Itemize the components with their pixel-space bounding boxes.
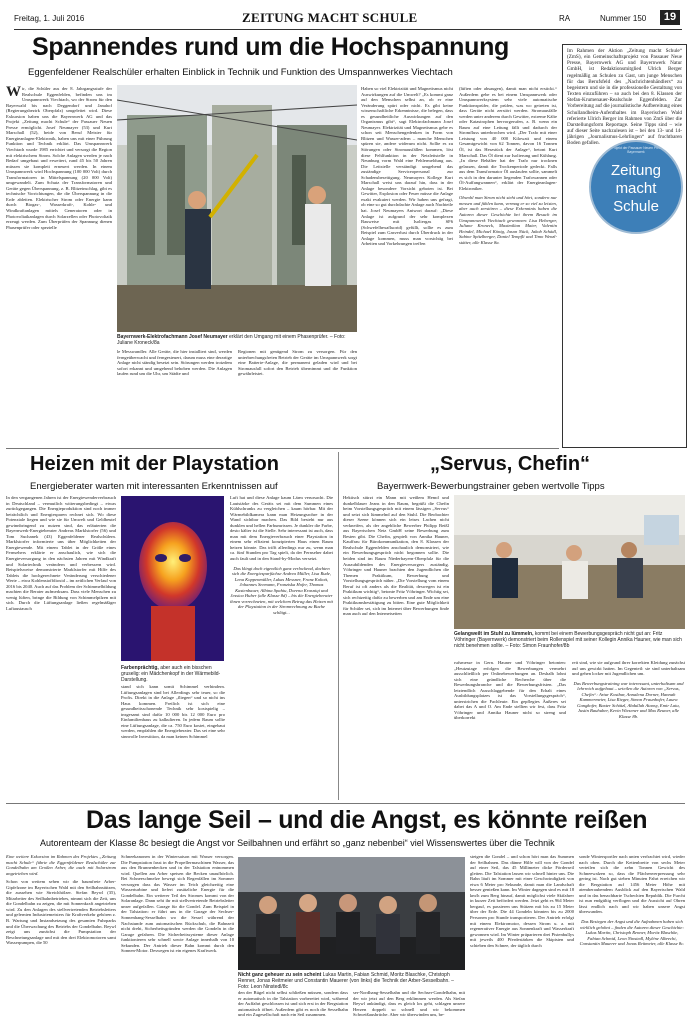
article4-col3: steigen die Gondel – und schon hört man das Summen der Seilbahnen. Das dünne Hilfe will von der Gondel auf einer Seil, das 45 Millimeter dicke Förderseil gleiten. Die Talstation lassen wir schnell hinter uns. Die Bahn läuft im Sommer mit einer Geschwindigkeit von etwa 6 Meter pro Sekunde, damit man die Landschaft besser genießen kann. Im Winter dagegen sind es mit 18 km/h zum Berg hinauf, damit möglichst viele Skifahrer in kurzer Zeit befördert werden. Jetzt geht es 964 Meter bergauf, es passieren uns Stützen mit bis zu 15 Meter über der Erde. Die 44 Gondeln könnten bis zu 2000 Personen pro Stunde transportieren. Der Antrieb erfolgt mit einem Elektromotor, dessen Strom u. a. mit regenerativer Energie aus Sonnenkraft und Wasserkraft gewonnen wird. Im Winter präparieren drei Pistenbullys mit jeweils 400 Pferdestärken die Skipisten und schieben den Schnee, der täglich durch <box>470 854 574 948</box>
zms-logo <box>589 140 683 234</box>
divider-1 <box>6 448 559 449</box>
article1-subtitle: Eggenfeldener Realschüler erhalten Einblick in Technik und Funktion des Umspannwerkes Viechtach <box>28 67 453 78</box>
article1-title: Spannendes rund um die Hochspannung <box>32 33 510 61</box>
substation-photo-illustration <box>117 85 357 332</box>
zms-logo-line1: Zeitung <box>610 162 662 179</box>
article1-dropcap: W <box>6 86 21 100</box>
article4-photo <box>238 857 465 970</box>
article2-col3: Luft hat und diese Anlage kaum Lärm verursacht. Die Lautstärke des Geräts sei mit dem Summen eines Kühlschranks zu vergleichen – kaum hörbar. Mit der Wärmebildkamera kann man Heizungsrohre in der Wand sichtbar machen. Das Bild besteht nur aus dunklen und hellen Farbumrissen. Je dunkler die Farbe, desto kälter ist die Stelle. Sehr interessant ist auch, dass man mit dem Energieverbrauch einer Playstation in einem sehr effizient konzipierten Haus einen Raum heizen könnte. Das trifft allerdings nur zu, wenn man ca. fünf Stunden pro Tag spielt, da der Fernseher dabei auch fault und in den Stand-by-Modus versetzt. Das klingt doch eigentlich ganz verlockend, dachten sich die Energiesparfüchse Andrea Müller, Lisa Rude, Lena Koppenmüller, Lukas Messner, Franz Kokott, Johannes Seemann, Franziska Hofer, Thomas Kastenbauer, Albina Spahiu, Dorena Krasniqi und Jessica Huber (alle Klasse 8d) – bis die Energieberater ihnen vorrechneten, mit welchem Betrag das Heizen mit der Playstation in der Stromrechnung zu Buche schlägt... <box>230 495 333 615</box>
article1-col-mid1: le Messwandler. Alle Geräte, die hier installiert sind, werden ferngeüberwacht und ferngesteuert, darum muss eine derartige Anlage nicht ständig besetzt sein. Störungen werden trotzdem sofort erkannt und umgehend behoben werden. Die Anlagen laufen rund um die Uhr, um Städte und <box>117 349 232 377</box>
page-number: 19 <box>660 10 680 25</box>
article1-photo-caption: Bayernwerk-Elektrofachmann Josef Neumayer erklärt den Umgang mit einem Phasenprüfer. – Foto: Juliane Kroneck/8a <box>117 334 346 346</box>
article2-col1: In den vergangenen Jahren ist der Energiewenderverbrauch in Deutschland – vermutlich witterungsbedingt – etwas zurückgegangen. Die Energieproduktion sind noch immer beträchtlich und Energiesparen rechnet sich. Wo diese Potenziale liegen und wie sie für Umwelt und Geldbeutel gewinnbringend zu nutzen sind, das erläuterten die Bayernwerk-Energieberater Andreas Marklstorfer (56) und Tom Suchanek (43) Eggenfeldener Realschülern. Marklstorfer informierte uns über Möglichkeiten der Energiewende. Mit einem Tablet in der Größe eines Fernsehers erklärte er anschaulich, wie sich die Energieversorgung in den nächsten Jahren mit Windkraft und Solartechnik verändern und verbessern wird. Beispielsweise demonstrierte Marklstorfer mit Hilfe des Tablets die hochgerechnete Veränderung verschiedener Werte – etwa Kohlenstoffdioxid – im zeitlichen Verlauf von 2016 bis 2040. Auch auf das Problem der Schimmelbildung machten die Berater aufmerksam. Dass viele Menschen zu wenig lüften, bringe die Bildung von Schimmelpilzen mit sich. Durch die Lüftungsanlage ließen regelmäßiger Luftaustausch <box>6 495 116 611</box>
zms-logo-line3: Schule <box>613 198 659 215</box>
sidebar-text: Im Rahmen der Aktion „Zeitung macht Schule“ (ZmS), ein Gemeinschaftsprojekt von Passauer Neue Presse, Bayernwerk AG und Bayernwerk Natur GmbH, ist Redaktionsmitglied Ulrich Berger regelmäßig an Schulen zu Gast, um junge Menschen für das Berufsfeld des „Nachrichtenhändlers“ zu begeistern und sie in die professionelle Gestaltung von Texten einzuführen – so auch bei den 8. Klassen der Stefan-Krumenauer-Realschule Eggenfelden. Zur Vorbereitung auf die journalistische Aufbereitung eines Schullandheim-Aufenthaltes im Bayerischen Wald referierte Ulrich Berger im Rahmen von ZmS über die Darstellungsform Reportage. Seine Tipps sind – wie auf dieser Seite nachzulesen ist – bei den 13- und 14-jährigen „Journalismus-Lehrlingen“ auf fruchtbaren Boden gefallen. <box>567 48 682 147</box>
article4-col4: sonde Wintersportler nach unten verfrachtet wird, wieder nach oben. Durch die Kettenbreite von sechs Meter verteilen sich die zehn Tonnen Gewicht des Schneewalzen so, dass die Flächenverpressung sehr gering ist. Nach gut sieben Minuten Fahrt erreichen wir die Bergstation auf 1456 Meter Höhe mit atemberaubendem Ausblick auf den Bayerischen Wald und in das benachbarte Tschechien Republik. Die Furcht ist nun endgültig verflogen und die Aussicht auf Ohren lässt endlich nach und wir haben unsere Angst überwunden. Das Besiegen der Angst und die Aufnahmen haben sich wirklich gelohnt – finden die Autoren dieser Geschichte: Lukas Martin, Christoph Renner, Moritz Blaschke, Fabian Schmid, Leon Ninstedl, Myléne Albrecht, Constantin Mauerer und Jonas Reitmeier, alle Klasse 8c. <box>579 854 685 947</box>
divider-2 <box>338 452 339 800</box>
article4-authors: Das Besiegen der Angst und die Aufnahmen haben sich wirklich gelohnt – finden die Autoren dieser Geschichte: Lukas Martin, Christoph Renner, Moritz Blaschke, Fabian Schmid, Leon Ninstedl, Myléne Albrecht, Constantin Mauerer und Jonas Reitmeier, alle Klasse 8c. <box>579 919 685 947</box>
header-rule <box>14 29 682 30</box>
article3-title: „Servus, Chefin“ <box>430 453 591 475</box>
article2-title: Heizen mit der Playstation <box>30 453 279 475</box>
header-date: Freitag, 1. Juli 2016 <box>14 14 85 23</box>
article4-col1: Eine weitere Exkursion im Rahmen des Projektes „Zeitung macht Schule“ führte die Eggenfeldener Realschüler zur Gondelbahn am Großen Arber, die auch mit Solarstrom angetrieben wird. Schon von weitem sehen wir die baumfreie Arber-Gipfelzone im Bayerischen Wald mit den Seilbahnstützen, die aussehen wie Streichhölzer. Stefan Beywl (35), Mitarbeiter des Seilbahnbetriebes, nimmt sich die Zeit, uns die Gondelbahn zu zeigen, die mit Sonnenkraft angetrieben wird. Zu den Anlagen des stellvertretenden Betriebsleiters und gelernten Industriemeisters für Kraftverkehr gehören z. B. Wartung und Instandsetzung des gesamten Fuhrparks und die Überwachung des Betriebs der Gondelbahn. Beywl zeigt uns zunächst die Pumpstation der Beschneiungsanlage und mit den drei Elektromotoren samt Wasserpumpen, die 50 <box>6 854 116 946</box>
article1-col3: (lüften oder absaugen), damit man nicht erstickt.“ Außerdem gebe es bei einem Umspannwerk oder Umspannwerksystem sehr viele automatische Funktionsprüfer, die prüfen, was wo getreten ist, dass Geräte nicht zerstört werden. Stromausfälle werden unter anderem durch Gewitter, extreme Kälte oder Katastrophen hervorgerufen, z. B. wenn ein Baum auf eine Leitung fällt und dadurch der Stromfluss unterbrochen wird. „Der Trafo mit einer Leistung von 40 000 Kilowatt und einem Gesamtgewicht von 62 Tonnen, davon 16 Tonnen Öl, ist das Herzstück der Anlage“, betont Kurt Marschall. Das Öl dient zur Isolierung und Kühlung. „In diese Behälter hat der Trafo nur trocknen gelassen, damit die Trockenperiode gedeckt. Falls aus dem Transformator Öl auslaufen sollte, sammelt es sich in den darunter liegenden Trafowannen oder Öl-Auffangwannen“, erklärt der Energieanlagen-Elektroniker. Obwohl man Strom nicht sieht und hört, sondern nur messen und fühlen kann, vermag er so viel zu leisten, aber auch zerstören – diese Erkenntnis haben die Autoren dieser Geschichte bei ihrem Besuch im Umspannwerk Viechtach gewonnen: Lisa Heberger, Juliane Kroneck, Maximilian Maier, Valentin Heindel, Michael König, Jason Nück, Jakob Schädl, Sabine Spitzlberger, Daniel Tempfli und Timo Wenzl-stätter, alle Klasse 8a. <box>459 86 557 245</box>
thermal-image <box>121 496 224 661</box>
thermal-caption: Farbenprächtig, aber auch ein bisschen gruselig: ein Mädchenkopf in der Wärmebild-Darstellung. <box>121 665 221 683</box>
article4-col-mid1: den der Bügel nicht selbst schließen müssen, sondern dass er automatisch in die Talstation vorbereitet wird, während der Auffahrt geschlossen ist und sich erst in der Bergstation automatisch öffnet. Außerdem gibt es noch die Sesselbahn und ein Zugesellschaft nach ein Seil zusammen. <box>238 990 348 1018</box>
article3-col3: reit sind, wie sie aufgrund ihrer korrekten Kleidung zunächst auf uns gewirkt hatten. Im Gegenteil: sie sind unterhaltsam und gehen locker mit Jugendlichen um. Das Bewerbungstraining war interessant, unterhaltsam und lehrreich aufgebaut – urteilen die Autoren von „Servus, Chefin“: Artur Kostbar, Annalena Dorner, Hannah Kammermeier, Lisa Rieger, Simon Fraunhofer, Laura Gangkofer, Baxter Schätzl, Abdullah Ataosy, Emir Latu, Justin Bauhuber, Kevin Wiesener und Max Reuner, alle Klasse 8b. <box>572 660 685 719</box>
classroom-photo-illustration <box>454 495 685 629</box>
article1-photo <box>117 85 357 332</box>
header-abbr: RA <box>559 14 571 23</box>
article4-col2: Schneekanonen in der Wintersaison mit Wasser versorgen. Die Pumpstation fasst in die Propellermaschinen Wasser, das aus den Brunnenbecken und in der Talstation entnommen wird. Quellen am Arber speisen die Becken unaufhörlich. Bei Schneeschmelze bewegt sich Regenfällen im Sommer versorgen dass das Wasser im Teich gleichzeitig eine Wasserturbine und liefert zusätzliche Energie für die Gondelbahn. Ein weiterer Teil des Stromes kommt von der Solaranlage. Dann seht ihr mit stellvertretende Betriebsleiter unser aufgefallen. Garage für die Gondel. Zum Beispiel in der Talstation: er führt uns in die Garage der Sechser-Sonnenhang-Sesselbahn wo die Sessel während der Nachstunde zum automatischen Rückschub, die Bahnzeit nicht dreht, Sicherheitsgründen werden die Gondeln in die Garage gefahren. Die Sicherheitssysteme dieser Anlage funktionieren sehr schnell sowie Anlage innerhalb von 10 Sekunden. Der Antrieb dieser Bahn kommt durch den Sonnen-Motor. Deswegen ist ein eigenes Kraftwerk. <box>121 854 234 954</box>
article1-col-mid2: Regionen mit genügend Strom zu versorgen. Für den unterbrechungsfreien Betrieb der Geräte im Umspannwerk sorgt eine Batterie-Anlage, die permanent geladen wird und bei Stromausfall sofort den Betrieb übernimmt und die Funktion gewährleistet. <box>238 349 357 377</box>
article3-authors: Das Bewerbungstraining war interessant, unterhaltsam und lehrreich aufgebaut – urteilen die Autoren von „Servus, Chefin“: Artur Kostbar, Annalena Dorner, Hannah Kammermeier, Lisa Rieger, Simon Fraunhofer, Laura Gangkofer, Baxter Schätzl, Abdullah Ataosy, Emir Latu, Justin Bauhuber, Kevin Wiesener und Max Reuner, alle Klasse 8b. <box>573 680 684 719</box>
article1-col2: Haben so viel Elektrizität und Magnetismus nicht Auswirkungen auf die Umwelt? „Es kommt ganz auf den Menschen selbst an, ob er eine Veränderung spürt oder nicht. Es gibt keine wissenschaftliche Erkenntnisse, die belegen, dass es gesundheitliche Auswirkungen auf den Organismus gibt“, sagt Elektrofachmann Josef Neumayer. Elektrizität und Magnetismus gebe es schon seit Menschengedenken in Form von Blitzen und Wasser-adern – manche Menschen spüren sie, andere widerum nicht. Sollte es zu Störungen oder Stromausfällen kommen, löst diese Fehlfunktion in der Netzleitstelle in Neunburg vorm Wald eine Fehlermeldung aus. Die Leitstelle verständigt umgehend das zuständige Serviceopersonal zur Schadensbeseitigung. Neumayers Kollege Kurt Marschall weist uns darauf hin, dass in der Anlage besondere Vorsicht geboten ist. Bei Gewitter, Explosion oder Feuer müsse die Anlage exakt evakuiert werden. Wir haben uns gefragt, ob eine so gut durchdachte Anlage auch Nachteile hat. Josef Neumayers Antwort darauf: „Diese Anlage ist aufgrund der sehr komplexen Bauweise mit Isoliergas SF6 (Schwefelhexafluorid) gefüllt, sollte es zum Beispiel zum Gasverlust durch Überdruck in der Anlage kommen, muss man vorsichtig bei Arbeiten und Vorkehrungen treffen <box>361 86 453 247</box>
article2-authors: Das klingt doch eigentlich ganz verlockend, dachten sich die Energiesparfüchse Andrea Müller, Lisa Rude, Lena Koppenmüller, Lukas Messner, Franz Kokott, Johannes Seemann, Franziska Hofer, Thomas Kastenbauer, Albina Spahiu, Dorena Krasniqi und Jessica Huber (alle Klasse 8d) – bis die Energieberater ihnen vorrechneten, mit welchem Betrag das Heizen mit der Playstation in der Stromrechnung zu Buche schlägt... <box>230 565 333 615</box>
article4-subtitle: Autorenteam der Klasse 8c besiegt die Angst vor Seilbahnen und erfährt so „ganz nebenbei“ viel Wissenswertes über die Technik <box>40 838 555 848</box>
article3-photo-caption: Gelangweilt im Stuhl zu lümmeln, kommt bei einem Bewerbungsgespräch nicht gut an: Fritz Vöhringer (Bayernwerk) demonstriert beim Rollenspiel mit seiner Kollegin Annika Hauner, wie man sich nicht benehmen sollte. – Foto: Simon Fraunhofer/8b <box>454 631 682 649</box>
article4-intro: Eine weitere Exkursion im Rahmen des Projektes „Zeitung macht Schule“ führte die Eggenfeldener Realschüler zur Gondelbahn am Großen Arber, die auch mit Solarstrom angetrieben wird. <box>6 854 116 876</box>
article3-subtitle: Bayernwerk-Bewerbungstrainer geben wertvolle Tipps <box>377 481 605 492</box>
article4-col-mid2: ser-Nordhang-Sesselbahn und die Sechser-Gondelbahn, mit der wir jetzt auf den Berg erklimmen werden. Als Stefan Beywl ankündigt, dass es gleich los geht, schlagen unsere Herzen doppelt so schnell und wir bekommen Schweißausbrüche. Aber wir überwinden uns, be- <box>353 990 465 1018</box>
divider-3 <box>6 803 685 804</box>
article3-col1: Hektisch stürzt ein Mann mit weißem Hemd und dunkelblauer Jeans in den Raum, begrüßt die Chefin beim Vorstellungsgespräch mit einem lässigen „Servus“ und setzt sich lümmelnd auf den Stuhl. Die Beobachter dieser Szene können sich ein leises Lachen nicht verkneifen, als der angebliche Bewerber Philipp Beißl aus Bayerischen Netz GmbH seine Bewerbung zum Besten gibt. Die Chefin, gespielt von Annika Hauner, Kauffrau für Bürokommunikation, den 8. Klassen der Realschule Eggenfelden anschaulich demonstriert, wie ein Bewerbungsgespräch nicht begonnen sollte. Die beiden sind im Raum Niederbayern-Oberpfalz für die Auszubildenden des Energieversorgers zuständig. Vöhringer und Hauner brachten den Jugendlichen die Themen Praktikum, Bewerbung und Vorstellungsgespräch näher. „Die Vorstellung vom einem Beruf ist oft anders als die Realität, deswegen ist ein Praktikum wichtig“, betonte Fritz Vöhringer. Wichtig sei, sich rechtzeitig dafür zu bewerben und am Ende um eine Praktikumsbestätigung zu bitten. Eine gute Möglichkeit für Schüler sei, sich im Internet über Bewerbungen finde man auch auf den Internetseiten <box>343 495 449 617</box>
gondola-photo-illustration <box>238 857 465 970</box>
article3-photo <box>454 495 685 629</box>
article1-authors: Obwohl man Strom nicht sieht und hört, sondern nur messen und fühlen kann, vermag er so viel zu leisten, aber auch zerstören – diese Erkenntnis haben die Autoren dieser Geschichte bei ihrem Besuch im Umspannwerk Viechtach gewonnen: Lisa Heberger, Juliane Kroneck, Maximilian Maier, Valentin Heindel, Michael König, Jason Nück, Jakob Schädl, Sabine Spitzlberger, Daniel Tempfli und Timo Wenzl-stätter, alle Klasse 8a. <box>459 195 557 245</box>
article4-photo-caption: Nicht ganz geheuer zu sein scheint Lukas Martin, Fabian Schmid, Moritz Blaschke, Christoph Renner, Jonas Reitmeier und Constantin Mauerer (von links) die Technik der Arber-Sesselbahn. – Foto: Leon Ninstedl/8c <box>238 972 454 990</box>
article4-title: Das lange Seil – und die Angst, es könnte reißen <box>86 806 648 834</box>
article3-col2: rufsmesse in Gern. Hauner und Vöhringer betonten: „Heutzutage erfolgen die Bewerbungen vermehrt ausschließlich per Onlinebewerbungen an. Deshalb lohnt sich eine gründliche Recherche über die Bewerbungsbranche und die Bewerbungsfristen. „Das letztendlich Ausschlaggebende für den Erhalt eines Ausbildungsplatzes ist das Vorstellungsgespräch“, unterstrichen die Fachleute. Ein gepflegtes Äußeres sei dabei das A und O. Am Ende stellten wir fest, dass Fritz Vöhringer und Annika Hauner nicht so streng und überkorrekt <box>454 660 566 721</box>
article2-subtitle: Energieberater warten mit interessanten Erkenntnissen auf <box>30 481 278 492</box>
thermal-head-illustration <box>121 496 224 661</box>
article1-col1: W ir, die Schüler aus der 8. Jahrgangsstufe der Realschule Eggenfelden, befinden uns im Umspannwerk Viechtach, wo der Strom für den Bayerwald bis nach Deggendorf und Janahof (Regierungsbezirk Oberpfalz) umgeleitet wird. Diese Exkursion haben uns die Bayernwerk AG und das Projekt „Zeitung macht Schule“ der Passauer Neuen Presse ermöglicht. Josef Neumayer (53) und Kurt Marschall (52), beide von Beruf Meister für Energieanlagen-Elektronik, haben uns mit einer Führung Funktion und Technik erklärt. Das Umspannwerk Viechtach wurde 1985 errichtet und versorgt die Region mit elektrischem Strom. Solche Anlagen werden je nach Bedarf umgebaut und erweitert, rund 45 bis 50 Jahren müssen sie komplett erneuert werden. In einem Umspannwerk wird Hochspannung (100 000 Volt) durch Transformatoren in Mittelspannung (20 000 Volt) umgewandelt. Zum Schutz der Transformatoren und Geräte gegen Überspannung, z. B. Blitzeinschlag, gibt es technische Vorrichtungen, die die Überspannung in die Erde ableiten. Elektrischer Strom oder Energie kann durch Biogas-, Wasserkraft-, Kohle- und Windkraftanlagen mittels Generatoren oder in Photovoltaikanlagen durch Solarzellen oder Photovoltaik erzeugt werden. Zum Überprüfen der Spannung dienen Phasenprüfer oder spezielle <box>6 86 112 230</box>
zms-logo-line2: macht <box>615 180 657 197</box>
header-issue: Nummer 150 <box>600 14 647 23</box>
sidebar-box <box>562 44 687 448</box>
header-section: ZEITUNG MACHT SCHULE <box>242 10 418 25</box>
page-header <box>14 11 682 31</box>
zms-logo-ring: Ein Projekt der Passauer Neuen Presse · Bayernwerk <box>605 146 667 154</box>
article2-col2: stand sich kann somit Schimmel verhindern. Lüftungsanlagen sind bei Allerdings sehr teuer, so die Profis. Direkt in die Anlage „fliegen“ und so nicht ins Haus kommen. Freilich ist sich eine gesundheitsschonende Technik sehr kostspielig – insgesamt sind dafür 10 000 bis 12 000 Euro pro Einfamilienhaus zu kalkulieren. In jedem Raum sollte eine Lüftungsanlage, die ca. 750 Euro kostet, eingebaut werden, empfahlen die Energieberater. Das sei eine sehr sinnvolle Investition, da man keinen Schimmel <box>121 684 225 739</box>
